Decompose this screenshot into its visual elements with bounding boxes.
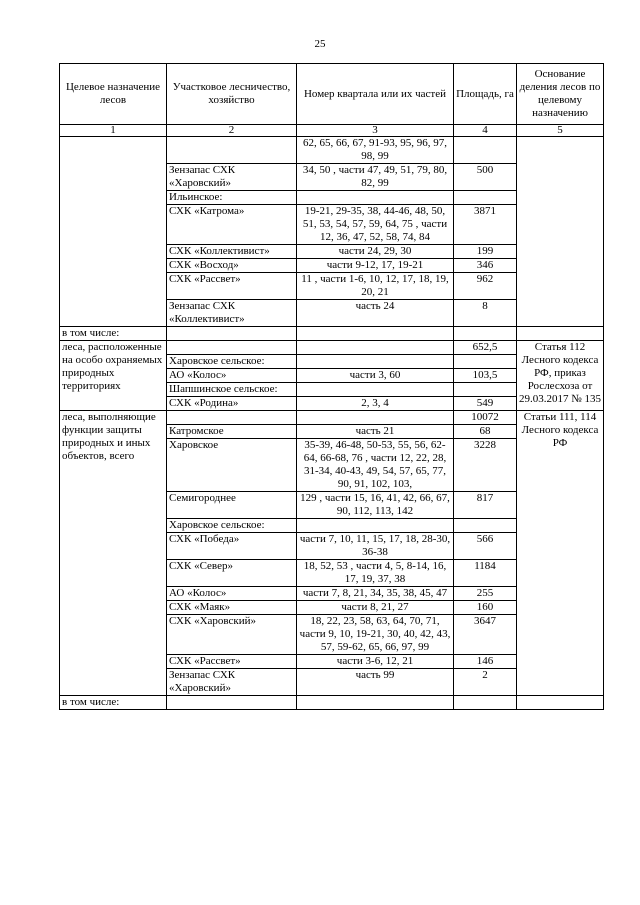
quarters-cell: часть 21	[297, 425, 454, 439]
unit-cell: СХК «Восход»	[167, 259, 297, 273]
area-cell: 3228	[454, 439, 517, 492]
quarters-cell-empty	[297, 341, 454, 355]
header-area: Площадь, га	[454, 64, 517, 125]
quarters-cell: 19-21, 29-35, 38, 44-46, 48, 50, 51, 53, 54, 57, 59, 64, 75 , части 12, 36, 47, 52, 58, 74, 84	[297, 205, 454, 245]
page-number: 25	[314, 38, 326, 50]
unit-cell: СХК «Родина»	[167, 397, 297, 411]
unit-cell: СХК «Север»	[167, 560, 297, 587]
unit-cell: СХК «Коллективист»	[167, 245, 297, 259]
quarters-cell: части 7, 8, 21, 34, 35, 38, 45, 47	[297, 587, 454, 601]
unit-cell: СХК «Маяк»	[167, 601, 297, 615]
area-cell: 3871	[454, 205, 517, 245]
table-row	[60, 411, 604, 425]
area-cell: 199	[454, 245, 517, 259]
area-cell	[454, 355, 517, 369]
quarters-cell: 34, 50 , части 47, 49, 51, 79, 80, 82, 99	[297, 164, 454, 191]
header-purpose: Целевое назначение лесов	[60, 64, 167, 125]
subtotal-label-row	[60, 696, 604, 710]
area-cell: 68	[454, 425, 517, 439]
quarters-cell: 11 , части 1-6, 10, 12, 17, 18, 19, 20, 21	[297, 273, 454, 300]
quarters-cell: части 9-12, 17, 19-21	[297, 259, 454, 273]
quarters-cell: 129 , части 15, 16, 41, 42, 66, 67, 90, 112, 113, 142	[297, 492, 454, 519]
unit-cell: Харовское сельское:	[167, 519, 297, 533]
area-cell: 8	[454, 300, 517, 327]
unit-cell: Шапшинское сельское:	[167, 383, 297, 397]
quarters-cell: части 3-6, 12, 21	[297, 655, 454, 669]
purpose-cell: леса, выполняющие функции защиты природных и иных объектов, всего	[60, 411, 167, 696]
area-cell: 160	[454, 601, 517, 615]
area-cell: 346	[454, 259, 517, 273]
unit-cell: СХК «Харовский»	[167, 615, 297, 655]
purpose-cell-empty	[60, 137, 167, 327]
unit-cell: АО «Колос»	[167, 587, 297, 601]
empty-cell	[454, 696, 517, 710]
quarters-cell: 18, 22, 23, 58, 63, 64, 70, 71, части 9, 10, 19-21, 30, 40, 42, 43, 57, 59-62, 65, 66, 97, 99	[297, 615, 454, 655]
unit-cell: СХК «Катрома»	[167, 205, 297, 245]
unit-cell: Семигороднее	[167, 492, 297, 519]
empty-cell	[297, 696, 454, 710]
in-that-number-label: в том числе:	[60, 696, 167, 710]
quarters-cell: 2, 3, 4	[297, 397, 454, 411]
quarters-cell: 18, 52, 53 , части 4, 5, 8-14, 16, 17, 19, 37, 38	[297, 560, 454, 587]
subtotal-label-row	[60, 327, 604, 341]
unit-cell-empty	[167, 341, 297, 355]
column-number-row	[60, 125, 604, 137]
area-cell: 817	[454, 492, 517, 519]
quarters-cell-empty	[297, 411, 454, 425]
in-that-number-label: в том числе:	[60, 327, 167, 341]
header-quarters: Номер квартала или их частей	[297, 64, 454, 125]
unit-cell: СХК «Рассвет»	[167, 273, 297, 300]
quarters-cell	[297, 383, 454, 397]
empty-cell	[167, 327, 297, 341]
quarters-cell: части 7, 10, 11, 15, 17, 18, 28-30, 36-38	[297, 533, 454, 560]
basis-cell-empty	[517, 137, 604, 327]
quarters-cell: 62, 65, 66, 67, 91-93, 95, 96, 97, 98, 99	[297, 137, 454, 164]
area-cell: 1184	[454, 560, 517, 587]
quarters-cell: часть 24	[297, 300, 454, 327]
unit-cell: Зензапас СХК «Коллективист»	[167, 300, 297, 327]
unit-cell: Харовское	[167, 439, 297, 492]
area-cell	[454, 383, 517, 397]
quarters-cell	[297, 191, 454, 205]
empty-cell	[167, 696, 297, 710]
unit-cell: Харовское сельское:	[167, 355, 297, 369]
col-number: 5	[517, 125, 604, 137]
unit-cell: Катромское	[167, 425, 297, 439]
unit-cell-empty	[167, 411, 297, 425]
forest-purpose-table	[59, 63, 604, 710]
area-cell	[454, 137, 517, 164]
quarters-cell: части 3, 60	[297, 369, 454, 383]
quarters-cell: части 8, 21, 27	[297, 601, 454, 615]
unit-cell: Зензапас СХК «Харовский»	[167, 669, 297, 696]
header-unit: Участковое лесничество, хозяйство	[167, 64, 297, 125]
area-cell: 2	[454, 669, 517, 696]
quarters-cell: 35-39, 46-48, 50-53, 55, 56, 62-64, 66-68, 76 , части 12, 22, 28, 31-34, 40-43, 49, 54, 57, 65, 77, 90, 91, 102, 103,	[297, 439, 454, 492]
empty-cell	[297, 327, 454, 341]
basis-cell: Статьи 111, 114 Лесного кодекса РФ	[517, 411, 604, 696]
area-total-cell: 652,5	[454, 341, 517, 355]
area-cell	[454, 191, 517, 205]
quarters-cell	[297, 355, 454, 369]
purpose-cell: леса, расположенные на особо охраняемых природных территориях	[60, 341, 167, 411]
unit-cell: СХК «Рассвет»	[167, 655, 297, 669]
quarters-cell	[297, 519, 454, 533]
area-cell: 103,5	[454, 369, 517, 383]
col-number: 4	[454, 125, 517, 137]
quarters-cell: часть 99	[297, 669, 454, 696]
unit-cell	[167, 137, 297, 164]
header-row	[60, 64, 604, 125]
area-cell: 566	[454, 533, 517, 560]
area-cell: 962	[454, 273, 517, 300]
area-cell	[454, 519, 517, 533]
area-cell: 549	[454, 397, 517, 411]
unit-cell: АО «Колос»	[167, 369, 297, 383]
empty-cell	[454, 327, 517, 341]
area-cell: 3647	[454, 615, 517, 655]
unit-cell: Зензапас СХК «Харовский»	[167, 164, 297, 191]
empty-cell	[517, 327, 604, 341]
basis-cell: Статья 112 Лесного кодекса РФ, приказ Рослесхоза от 29.03.2017 № 135	[517, 341, 604, 411]
col-number: 2	[167, 125, 297, 137]
header-basis: Основание деления лесов по целевому назначению	[517, 64, 604, 125]
unit-cell: Ильинское:	[167, 191, 297, 205]
area-total-cell: 10072	[454, 411, 517, 425]
table-row	[60, 341, 604, 355]
col-number: 1	[60, 125, 167, 137]
unit-cell: СХК «Победа»	[167, 533, 297, 560]
table-row	[60, 137, 604, 164]
quarters-cell: части 24, 29, 30	[297, 245, 454, 259]
area-cell: 500	[454, 164, 517, 191]
area-cell: 255	[454, 587, 517, 601]
col-number: 3	[297, 125, 454, 137]
empty-cell	[517, 696, 604, 710]
area-cell: 146	[454, 655, 517, 669]
